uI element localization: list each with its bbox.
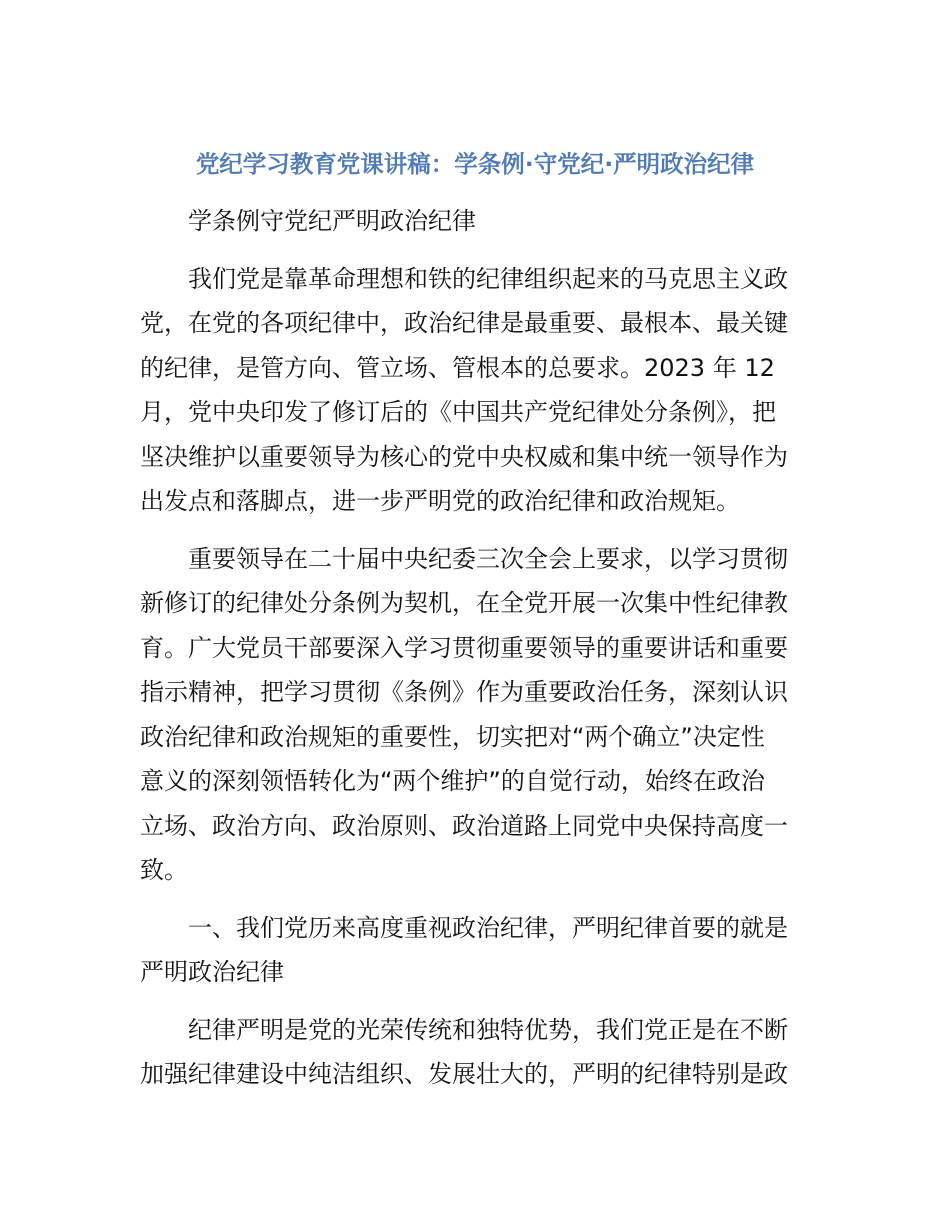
paragraph-line: 加强纪律建设中纯洁组织、发展壮大的，严明的纪律特别是政 (140, 1060, 788, 1088)
paragraph-line: 学条例守党纪严明政治纪律 (188, 207, 476, 235)
paragraph-line: 严明政治纪律 (140, 958, 284, 986)
paragraph-line: 坚决维护以重要领导为核心的党中央权威和集中统一领导作为 (140, 442, 788, 471)
paragraph-line: 出发点和落脚点，进一步严明党的政治纪律和政治规矩。 (140, 487, 740, 515)
paragraph-line: 党，在党的各项纪律中，政治纪律是最重要、最根本、最关键 (140, 309, 788, 337)
paragraph-line: 指示精神，把学习贯彻《条例》作为重要政治任务，深刻认识 (140, 678, 788, 706)
body-paragraph (140, 1008, 812, 1097)
section-heading-paragraph (140, 906, 812, 995)
body-paragraph (140, 257, 812, 524)
document-body (140, 199, 812, 1110)
paragraph-line: 政治纪律和政治规矩的重要性，切实把对“两个确立”决定性 (140, 722, 765, 751)
paragraph-line: 月，党中央印发了修订后的《中国共产党纪律处分条例》，把 (140, 398, 776, 426)
subtitle-paragraph (140, 199, 812, 244)
paragraph-line: 意义的深刻领悟转化为“两个维护”的自觉行动，始终在政治 (140, 767, 765, 795)
paragraph-line: 育。广大党员干部要深入学习贯彻重要领导的重要讲话和重要 (140, 633, 788, 662)
document-title: 党纪学习教育党课讲稿：学条例·守党纪·严明政治纪律 (195, 150, 755, 178)
paragraph-line: 立场、政治方向、政治原则、政治道路上同党中央保持高度一 (140, 811, 788, 840)
paragraph-line: 一、我们党历来高度重视政治纪律，严明纪律首要的就是 (188, 913, 788, 942)
paragraph-line: 我们党是靠革命理想和铁的纪律组织起来的马克思主义政 (188, 264, 788, 293)
paragraph-line: 纪律严明是党的光荣传统和独特优势，我们党正是在不断 (188, 1015, 788, 1044)
paragraph-line: 的纪律，是管方向、管立场、管根本的总要求。2023 年 12 (140, 353, 775, 382)
paragraph-line: 重要领导在二十届中央纪委三次全会上要求，以学习贯彻 (188, 544, 788, 573)
body-paragraph (140, 537, 812, 893)
paragraph-line: 致。 (140, 856, 188, 884)
paragraph-line: 新修订的纪律处分条例为契机，在全党开展一次集中性纪律教 (140, 589, 788, 617)
